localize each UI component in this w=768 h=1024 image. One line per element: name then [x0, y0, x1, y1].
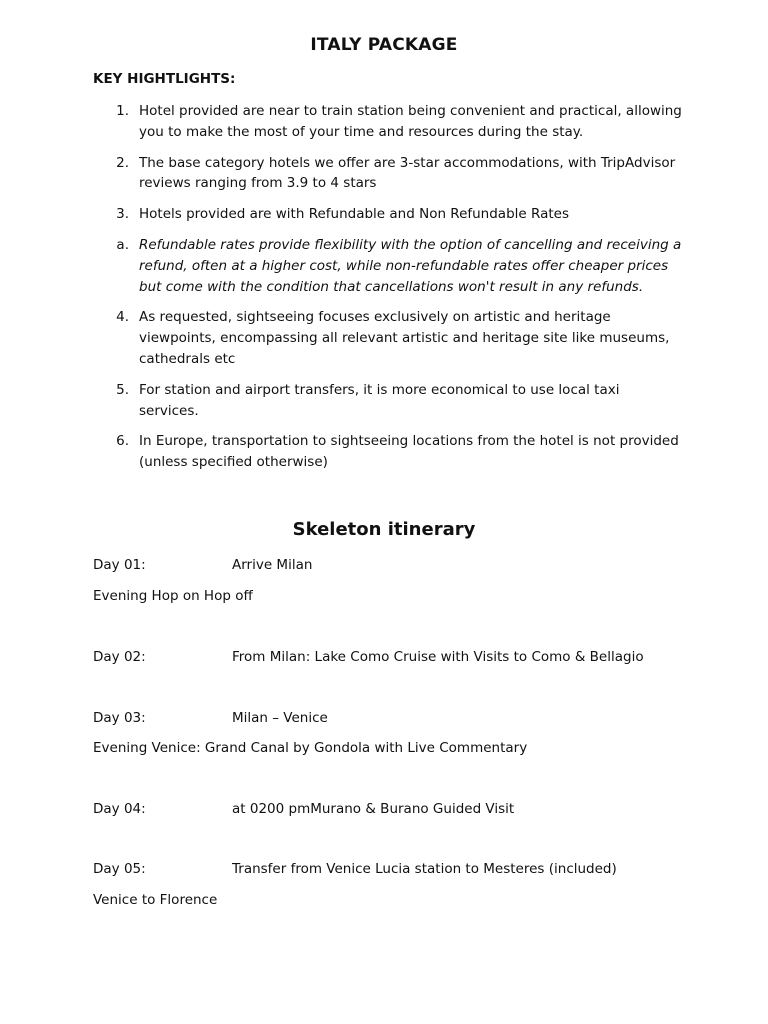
day-description: Arrive Milan — [232, 557, 313, 573]
highlight-text: The base category hotels we offer are 3-star accommodations, with TripAdvisor reviews ranging from 3.9 to 4 stars — [139, 154, 676, 192]
highlight-marker: 6. — [116, 433, 129, 450]
day-description: Milan – Venice — [232, 710, 328, 726]
highlight-marker: a. — [116, 236, 129, 253]
itinerary-day-row — [93, 555, 693, 575]
highlight-text: For station and airport transfers, it is more economical to use local taxi services. — [139, 381, 620, 419]
highlight-item — [93, 153, 683, 195]
day-label: Day 04: — [93, 801, 146, 817]
highlight-marker: 5. — [116, 381, 129, 398]
day-note: Venice to Florence — [93, 892, 218, 908]
page-title: ITALY PACKAGE — [310, 35, 458, 55]
highlight-item — [93, 101, 683, 143]
highlight-subitem — [93, 235, 683, 297]
highlight-item — [93, 431, 683, 473]
highlight-marker: 3. — [116, 206, 129, 223]
day-label: Day 02: — [93, 649, 146, 665]
highlight-text: Hotel provided are near to train station being convenient and practical, allowing you to make the most of your time and resources during the stay. — [139, 103, 682, 140]
highlight-text: As requested, sightseeing focuses exclusively on artistic and heritage viewpoints, encompassing all relevant artistic and heritage site like museums, cathedrals etc — [139, 309, 670, 367]
highlight-marker: 1. — [116, 103, 129, 119]
day-description: From Milan: Lake Como Cruise with Visits to Como & Bellagio — [232, 649, 644, 665]
highlight-text: In Europe, transportation to sightseeing locations from the hotel is not provided (unless specified otherwise) — [139, 433, 679, 471]
day-note: Evening Venice: Grand Canal by Gondola with Live Commentary — [93, 740, 528, 756]
itinerary-day-row — [93, 799, 693, 819]
day-description: Transfer from Venice Lucia station to Mesteres (included) — [232, 861, 617, 877]
highlight-item — [93, 380, 683, 422]
itinerary-day-row — [93, 859, 693, 879]
day-description: at 0200 pmMurano & Burano Guided Visit — [232, 801, 515, 817]
highlights-heading: KEY HIGHTLIGHTS: — [93, 71, 236, 87]
highlight-text: Hotels provided are with Refundable and Non Refundable Rates — [139, 206, 569, 223]
day-note: Evening Hop on Hop off — [93, 588, 253, 604]
highlight-item — [93, 204, 683, 225]
day-label: Day 03: — [93, 710, 146, 726]
day-label: Day 01: — [93, 557, 146, 573]
highlight-item — [93, 307, 683, 369]
itinerary-day-row — [93, 708, 693, 728]
itinerary-day-row — [93, 647, 693, 667]
highlights-list — [93, 101, 683, 483]
highlight-marker: 2. — [116, 154, 129, 171]
highlight-marker: 4. — [116, 309, 129, 326]
itinerary-title: Skeleton itinerary — [292, 519, 476, 540]
highlight-text: Refundable rates provide flexibility with the option of cancelling and receiving a refund, often at a higher cost, while non-refundable rates offer cheaper prices but come with the condition that cancellations won't result in any refunds. — [139, 236, 682, 295]
day-label: Day 05: — [93, 861, 146, 877]
